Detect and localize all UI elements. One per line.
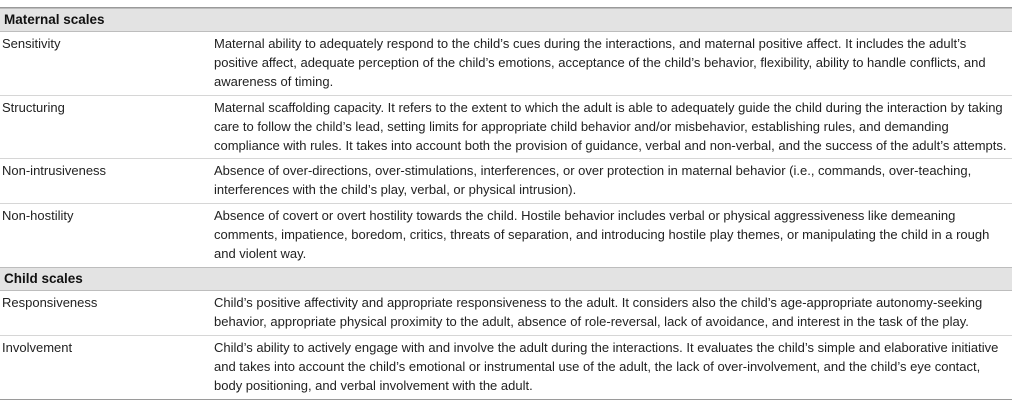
row-description: Maternal scaffolding capacity. It refers to the extent to which the adult is able to adequately guide the child during the interaction by taking care to follow the child’s lead, setting limits for appropriate child behavior and/or misbehavior, establishing rules, and demanding compliance with rules. It takes into account both the provision of guidance, verbal and non-verbal, and the success of the adult’s attempts. [214,99,1007,153]
row-term: Non-hostility [2,208,74,224]
row-description: Child’s positive affectivity and appropriate responsiveness to the adult. It considers also the child’s age-appropriate autonomy-seeking behavior, appropriate physical proximity to the adult, absence of role-reversal, lack of avoidance, and interest in the task of the play. [214,294,983,329]
table-row-structuring [0,95,1012,159]
row-description: Absence of over-directions, over-stimulations, interferences, or over protection in maternal behavior (i.e., commands, over-teaching, interferences with the child’s play, verbal, or physical intrusion). [214,163,972,198]
section-header-maternal-scales: Maternal scales [0,8,1012,32]
section-header-child-scales: Child scales [0,267,1012,291]
row-term: Responsiveness [2,294,98,310]
row-term: Sensitivity [2,36,61,51]
section-maternal-scales [0,32,1012,267]
table-row-sensitivity [0,32,1012,95]
section-child-scales [0,291,1012,399]
table-row-non-hostility [0,203,1012,267]
row-term: Non-intrusiveness [2,163,107,179]
row-description: Child’s ability to actively engage with and involve the adult during the interactions. It evaluates the child’s simple and elaborative initiative and takes into account the child’s emotional or instrumental use of the adult, the lack of over-involvement, and the child’s eye contact, body positioning, and verbal involvement with the adult. [214,339,999,393]
row-term: Structuring [2,99,65,115]
table-row-responsiveness [0,291,1012,335]
scales-table [0,7,1012,400]
table-row-non-intrusiveness [0,158,1012,203]
table-row-involvement [0,335,1012,399]
row-description: Maternal ability to adequately respond to the child’s cues during the interactions, and maternal positive affect. It includes the adult’s positive affect, adequate perception of the child’s emotions, acceptance of the child’s behavior, flexibility, ability to handle conflicts, and awareness of timing. [214,36,986,89]
row-description: Absence of covert or overt hostility towards the child. Hostile behavior includes verbal or physical aggressiveness like demeaning comments, impatience, boredom, critics, threats of separation, and introducing hostile play themes, or manipulating the child in a rough and violent way. [214,208,990,262]
row-term: Involvement [2,339,73,355]
